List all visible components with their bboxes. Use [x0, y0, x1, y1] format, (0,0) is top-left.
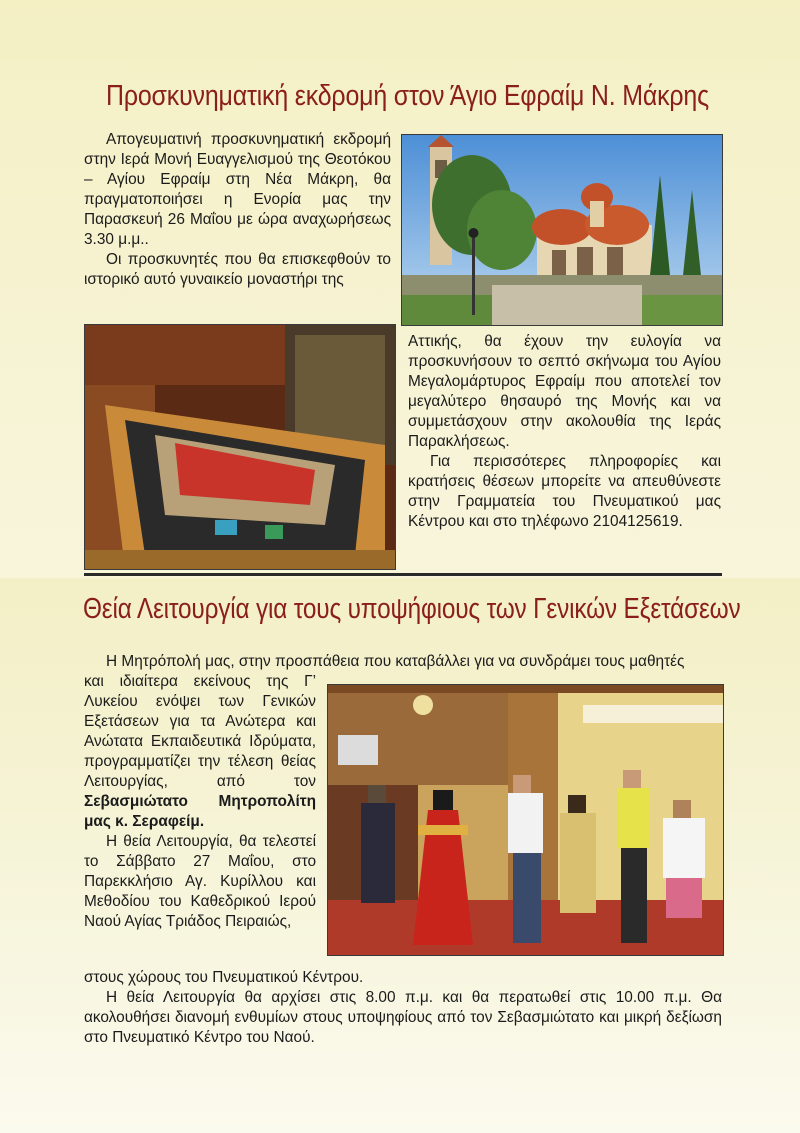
article2-lead	[84, 652, 722, 672]
article1-title: Προσκυνηματική εκδρομή στον Άγιο Εφραίμ Ν. Μάκρης	[106, 80, 709, 112]
article1-col1-p2: Οι προσκυνητές που θα επισκεφθούν το ιστορικό αυτό γυναικείο μοναστήρι της	[84, 251, 391, 288]
article1-col2	[408, 332, 721, 532]
article2-left-p1-text: και ιδιαίτερα εκείνους της Γ’ Λυκείου ενόψει των Γενικών Εξετάσεων για τα Ανώτερα και Ανώτατα Εκπαιδευτικά Ιδρύματα, προγραμματίζει την τέλεση θείας Λειτουργίας, από τον	[84, 673, 316, 790]
article2-after-photo-text: στους χώρους του Πνευματικού Κέντρου.	[84, 969, 364, 986]
metropolitan-name: Σεβασμιώτατο Μητροπολίτη μας κ. Σεραφείμ.	[84, 793, 316, 830]
article2-left-p2: Η θεία Λειτουργία, θα τελεστεί το Σάββατο 27 Μαΐου, στο Παρεκκλήσιο Αγ. Κυρίλλου και Μεθοδίου του Καθεδρικού Ιερού Ναού Αγίας Τριάδος Πειραιώς,	[84, 833, 316, 930]
article2-lead-text: Η Μητρόπολή μας, στην προσπάθεια που καταβάλλει για να συνδράμει τους μαθητές	[106, 653, 685, 670]
article1-col2-p2: Για περισσότερες πληροφορίες και κρατήσεις θέσεων μπορείτε να απευθύνεστε στην Γραμματεία του Πνευματικού μας Κέντρου και στο τηλέφωνο 2104125619.	[408, 453, 721, 530]
liturgy-photo	[327, 684, 724, 956]
article1-col1-p1: Απογευματινή προσκυνηματική εκδρομή στην Ιερά Μονή Ευαγγελισμού της Θεοτόκου – Αγίου Εφραίμ στη Νέα Μάκρη, θα πραγματοποιήσει η Ενορία μας την Παρασκευή 26 Μαΐου με ώρα αναχωρήσεως 3.30 μ.μ..	[84, 131, 391, 248]
section-divider	[84, 573, 722, 576]
article2-after-photo	[84, 968, 722, 1048]
article1-col2-p1: Αττικής, θα έχουν την ευλογία να προσκυνήσουν το σεπτό σκήνωμα του Αγίου Μεγαλομάρτυρος Εφραίμ που αποτελεί τον μεγαλύτερο θησαυρό της Μονής και να συμμετάσχουν στην ακολουθία της Ιεράς Παρακλήσεως.	[408, 333, 721, 450]
article1-col1	[84, 130, 391, 290]
relic-photo	[84, 324, 396, 570]
article2-left-p1	[84, 672, 316, 832]
article2-final: Η θεία Λειτουργία θα αρχίσει στις 8.00 π.μ. και θα περατωθεί στις 10.00 π.μ. Θα ακολουθήσει διανομή ενθυμίων στους υποψηφίους από τον Σεβασμιώτατο και μικρή δεξίωση στο Πνευματικό Κέντρο του Ναού.	[84, 989, 722, 1046]
article2-title: Θεία Λειτουργία για τους υποψήφιους των Γενικών Εξετάσεων	[83, 593, 741, 625]
article2-left-column	[84, 672, 316, 932]
monastery-photo	[401, 134, 723, 326]
